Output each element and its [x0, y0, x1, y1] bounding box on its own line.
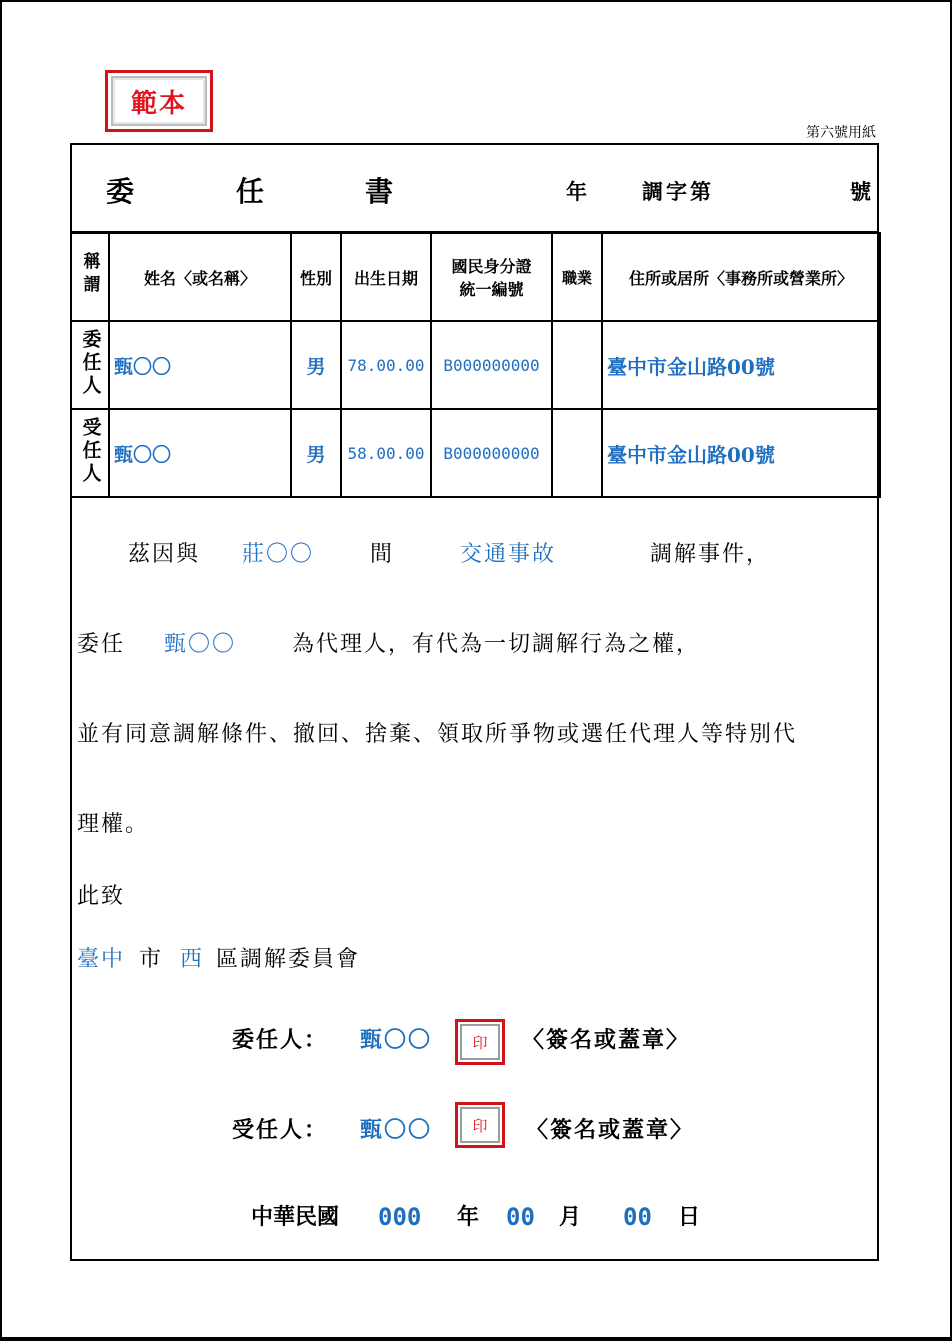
header-address: 住所或居所〈事務所或營業所〉 — [602, 233, 880, 321]
row-birth: 78.00.00 — [341, 321, 431, 409]
agent-seal: 印 — [455, 1102, 505, 1148]
title-row — [72, 145, 877, 233]
form-number: 第六號用紙 — [806, 125, 876, 141]
table-row — [71, 409, 880, 497]
header-name: 姓名〈或名稱〉 — [109, 233, 291, 321]
salutation: 此致 — [77, 884, 126, 909]
title-char-3: 書 — [365, 175, 394, 208]
agent-name: 甄〇〇 — [164, 632, 237, 657]
row-job — [552, 409, 602, 497]
counterparty-name: 莊〇〇 — [242, 542, 315, 567]
row-name: 甄〇〇 — [109, 321, 291, 409]
district-name: 西 — [180, 947, 205, 972]
matter-text: 交通事故 — [460, 542, 557, 567]
row-title: 委任人 — [71, 321, 109, 409]
date-month-label: 月 — [559, 1204, 582, 1230]
sample-stamp — [105, 70, 213, 132]
agent-label: 受任人： — [232, 1117, 329, 1143]
principal-name: 甄〇〇 — [360, 1027, 433, 1053]
table-header-row — [71, 233, 880, 321]
header-job: 職業 — [552, 233, 602, 321]
title-char-1: 委 — [106, 175, 135, 208]
row-address: 臺中市金山路00號 — [602, 321, 880, 409]
year-label: 年 — [566, 179, 587, 204]
body-line-1-suffix: 調解事件， — [650, 542, 771, 567]
header-title: 稱謂 — [71, 233, 109, 321]
date-prefix: 中華民國 — [251, 1204, 340, 1230]
row-name: 甄〇〇 — [109, 409, 291, 497]
date-year: 000 — [378, 1203, 422, 1231]
row-title: 受任人 — [71, 409, 109, 497]
row-id: B000000000 — [431, 321, 552, 409]
body-line-1-prefix: 茲因與 — [128, 542, 201, 567]
row-birth: 58.00.00 — [341, 409, 431, 497]
body-line-4: 理權。 — [77, 812, 150, 837]
date-year-label: 年 — [457, 1204, 480, 1230]
header-birth: 出生日期 — [341, 233, 431, 321]
ref-label: 調字第 — [642, 179, 714, 204]
table-row — [71, 321, 880, 409]
row-gender: 男 — [291, 409, 341, 497]
title-char-2: 任 — [236, 175, 265, 208]
header-gender: 性別 — [291, 233, 341, 321]
body-line-2-prefix: 委任 — [77, 632, 126, 657]
date-day-label: 日 — [678, 1204, 701, 1230]
row-address: 臺中市金山路00號 — [602, 409, 880, 497]
date-day: 00 — [623, 1203, 652, 1231]
row-id: B000000000 — [431, 409, 552, 497]
city-name: 臺中 — [77, 947, 126, 972]
party-table — [70, 232, 881, 498]
committee-name: 區調解委員會 — [216, 947, 361, 972]
principal-seal: 印 — [455, 1019, 505, 1065]
row-gender: 男 — [291, 321, 341, 409]
principal-sign-note: 〈簽名或蓋章〉 — [522, 1027, 691, 1053]
between-label: 間 — [370, 542, 395, 567]
sample-stamp-label: 範本 — [130, 88, 187, 119]
city-unit: 市 — [139, 947, 164, 972]
row-job — [552, 321, 602, 409]
body-line-3: 並有同意調解條件、撤回、捨棄、領取所爭物或選任代理人等特別代 — [77, 722, 798, 747]
header-id: 國民身分證 統一編號 — [431, 233, 552, 321]
body-line-2-suffix: 為代理人，有代為一切調解行為之權， — [292, 632, 701, 657]
principal-label: 委任人： — [232, 1027, 329, 1053]
agent-sign-name: 甄〇〇 — [360, 1117, 433, 1143]
number-label: 號 — [850, 179, 871, 204]
date-month: 00 — [506, 1203, 535, 1231]
agent-sign-note: 〈簽名或蓋章〉 — [526, 1117, 695, 1143]
